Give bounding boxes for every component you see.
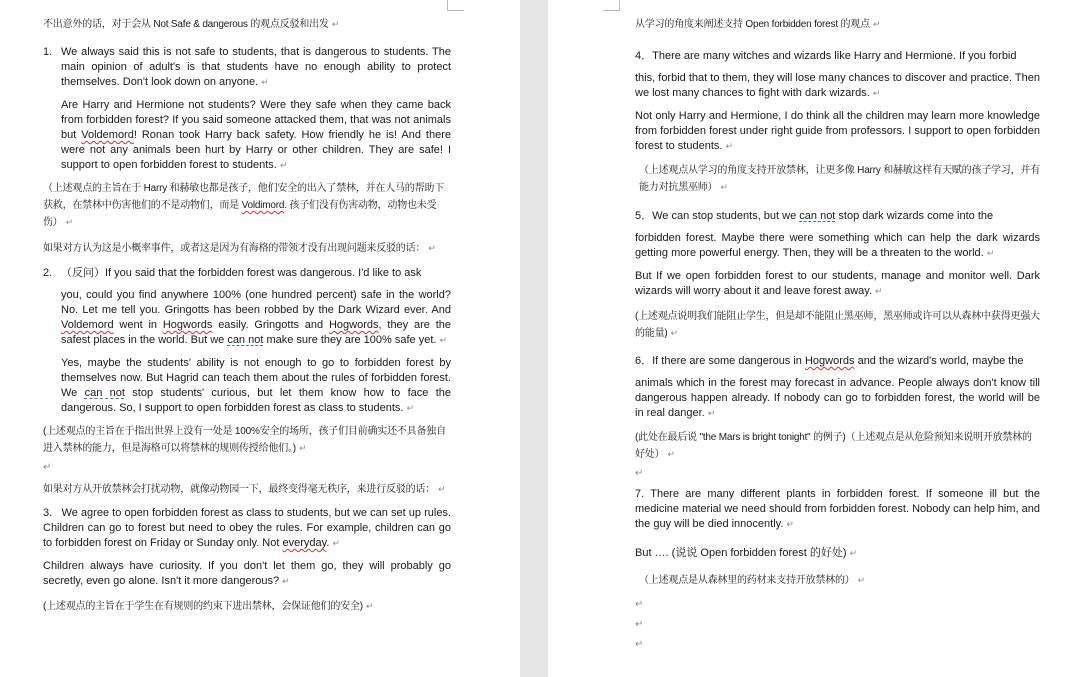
- note-paragraph-6[interactable]: (此处在最后说 "the Mars is bright tonight" 的例子)（上述观点是从危险预知来说明开放禁林的好处） ↵: [635, 432, 1032, 460]
- list-item-2[interactable]: [43, 266, 451, 416]
- item7-paragraph-1[interactable]: 7. There are many different plants in forbidden forest. If someone ill but the medicine material we need should from forbidden forest. Nobody can help him, and the guy will be died innocently. ↵: [635, 488, 1040, 530]
- item4-paragraph-1[interactable]: 4．There are many witches and wizards like Harry and Hermione. If you forbid: [635, 50, 1017, 62]
- empty-paragraph[interactable]: ↵: [635, 619, 644, 630]
- document-page-left: [0, 0, 520, 677]
- item5-paragraph-3[interactable]: But If we open forbidden forest to our students, manage and monitor well. Dark wizards will worry about it and leave forest away. ↵: [635, 270, 1040, 297]
- list-item-1[interactable]: [43, 45, 451, 173]
- item4-paragraph-3[interactable]: Not only Harry and Hermione, I do think all the children may learn more knowledge from forbidden forest under right guide from professors. I support to open forbidden forest to students. ↵: [635, 110, 1040, 152]
- bridge-paragraph-3[interactable]: 如果对方从开放禁林会打扰动物，就像动物园一下，最终变得毫无秩序，来进行反驳的话： ↵: [43, 484, 446, 495]
- item6-paragraph-1[interactable]: 6．If there are some dangerous in Hogwords and the wizard's world, maybe the: [635, 355, 1024, 367]
- empty-paragraph[interactable]: ↵: [43, 462, 52, 473]
- but-paragraph[interactable]: But …. (说说 Open forbidden forest 的好处) ↵: [635, 547, 858, 559]
- list-number: 2.: [43, 267, 53, 279]
- empty-paragraph[interactable]: ↵: [635, 599, 644, 610]
- item4-paragraph-2[interactable]: this, forbid that to them, they will lose many chances to discover and practice. Then we lost many chances to fight with dark wizards. ↵: [635, 72, 1040, 99]
- item5-paragraph-2[interactable]: forbidden forest. Maybe there were something which can help the dark wizards getting more powerful energy. Then, they will be a threaten to the world. ↵: [635, 232, 1040, 259]
- page-content: [43, 16, 451, 615]
- empty-paragraph[interactable]: ↵: [635, 639, 644, 650]
- item1-paragraph-1[interactable]: We always said this is not safe to students, that is dangerous to students. The main opinion of adult's is that students have no enough ability to protect themselves. Don't look down on anyone. ↵: [61, 46, 451, 88]
- intro-paragraph[interactable]: 不出意外的话，对于会从 Not Safe & dangerous 的观点反驳和出发 ↵: [43, 19, 340, 30]
- page-corner-mark: [447, 0, 464, 11]
- page-content: [635, 16, 1040, 652]
- item3-paragraph-1[interactable]: 3. We agree to open forbidden forest as class to students, but we can set up rules. Children can go to forest but need to obey the rules. For example, children can go to forbidden forest on Friday or Sunday only. Not everyday. ↵: [43, 507, 451, 549]
- item2-paragraph-1[interactable]: （反问）If you said that the forbidden forest was dangerous. I'd like to ask: [61, 267, 422, 279]
- note-paragraph-4[interactable]: （上述观点从学习的角度支持开放禁林，让更多像 Harry 和赫敏这样有天赋的孩子学习，并有能力对抗黑巫师） ↵: [639, 165, 1040, 193]
- intro-paragraph-right[interactable]: 从学习的角度来阐述支持 Open forbidden forest 的观点 ↵: [635, 19, 881, 30]
- bridge-paragraph-2[interactable]: 如果对方认为这是小概率事件，或者这是因为有海格的带领才没有出现问题来反驳的话： ↵: [43, 243, 436, 254]
- list-number: 1.: [43, 46, 53, 58]
- note-paragraph-7[interactable]: （上述观点是从森林里的药材来支持开放禁林的） ↵: [639, 575, 865, 586]
- item5-paragraph-1[interactable]: 5．We can stop students, but we can not stop dark wizards come into the: [635, 210, 994, 222]
- item2-paragraph-2[interactable]: you, could you find anywhere 100% (one hundred percent) safe in the world? No. Let me tell you. Gringotts has been robbed by the Dark Wizard ever. And Voldemord went in Hogwords easily. Gringotts and Hogwords, they are the safest places in the world. But we can not make sure they are 100% safe yet. ↵: [61, 289, 451, 346]
- note-paragraph-3[interactable]: (上述观点的主旨在于学生在有规则的约束下进出禁林，会保证他们的安全) ↵: [43, 601, 374, 612]
- item3-paragraph-2[interactable]: Children always have curiosity. If you don't let them go, they will probably go secretly, even go alone. Isn't it more dangerous? ↵: [43, 560, 451, 587]
- note-paragraph-1[interactable]: （上述观点的主旨在于 Harry 和赫敏也都是孩子，他们安全的出入了禁林，并在人马的帮助下获救，在禁林中伤害他们的不是动物们，而是 Voldimord. 孩子们没有伤害动物，动物也未受伤） ↵: [43, 183, 444, 228]
- empty-paragraph[interactable]: ↵: [635, 468, 644, 479]
- item6-paragraph-2[interactable]: animals which in the forest may forecast in advance. People always don't know till dangerous happen already. If nobody can go to forbidden forest, the world will be in real danger. ↵: [635, 377, 1040, 419]
- page-corner-mark: [603, 0, 620, 11]
- note-paragraph-5[interactable]: (上述观点说明我们能阻止学生，但是却不能阻止黑巫师，黑巫师或许可以从森林中获得更强大的能量) ↵: [635, 311, 1040, 339]
- item2-paragraph-3[interactable]: Yes, maybe the students' ability is not enough to go to forbidden forest by themselves now. But Hagrid can teach them about the rules of forbidden forest. We can not stop students' curious, but let them know how to face the dangerous. So, I support to open forbidden forest as class to students. ↵: [61, 357, 451, 414]
- document-page-right: [548, 0, 1080, 677]
- item1-paragraph-2[interactable]: Are Harry and Hermione not students? Were they safe when they came back from forbidden forest? If you said someone attacked them, that was not animals but Voldemord! Ronan took Harry back safety. How friendly he is! And there were not any animals been hurt by Harry or other children. They are safe! I support to open forbidden forest to students. ↵: [61, 99, 451, 171]
- note-paragraph-2[interactable]: (上述观点的主旨在于指出世界上没有一处是 100%安全的场所，孩子们目前确实还不具备独自进入禁林的能力，但是海格可以将禁林的规则传授给他们。) ↵: [43, 426, 446, 454]
